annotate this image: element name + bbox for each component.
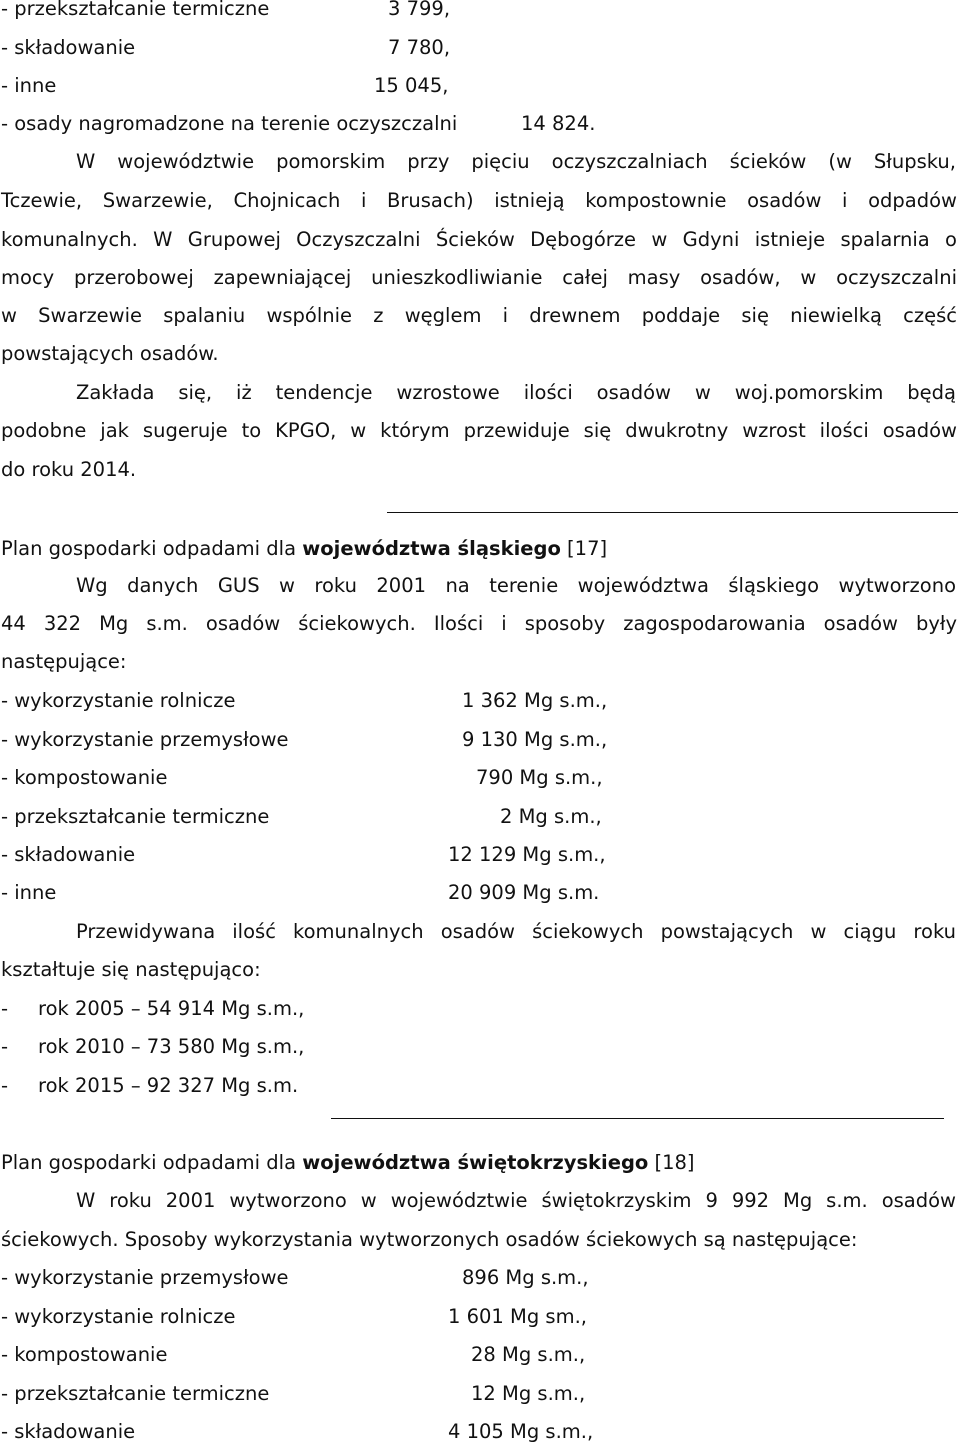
paragraph-line: Wg danych GUS w roku 2001 na terenie województwa śląskiego wytworzono [76,574,956,597]
list-label: - przekształcanie termiczne [1,0,270,20]
forecast-item: rok 2015 – 92 327 Mg s.m. [38,1074,299,1097]
section-heading: Plan gospodarki odpadami dla województwa śląskiego [17] [1,537,608,560]
section-heading: Plan gospodarki odpadami dla województwa świętokrzyskiego [18] [1,1151,695,1174]
forecast-dash: - [1,1035,9,1058]
list-label: - wykorzystanie rolnicze [1,1305,236,1328]
paragraph-line: do roku 2014. [1,458,137,481]
paragraph-line: mocy przerobowej zapewniającej unieszkodliwianie całej masy osadów, w oczyszczalni [1,266,957,289]
forecast-dash: - [1,997,9,1020]
list-value: 790 Mg s.m., [476,766,603,789]
list-label: - inne [1,74,57,97]
list-label: - kompostowanie [1,1343,168,1366]
paragraph-line: podobne jak sugeruje to KPGO, w którym przewiduje się dwukrotny wzrost ilości osadów [1,419,957,442]
list-value: 7 780, [388,36,451,59]
list-value: 9 130 Mg s.m., [462,728,608,751]
paragraph-line: Zakłada się, iż tendencje wzrostowe ilości osadów w woj.pomorskim będą [76,381,956,404]
section-divider [331,1118,944,1119]
paragraph-line: 44 322 Mg s.m. osadów ściekowych. Ilości i sposoby zagospodarowania osadów były [1,612,957,635]
list-value: 12 Mg s.m., [471,1382,586,1405]
forecast-item: rok 2005 – 54 914 Mg s.m., [38,997,305,1020]
list-label: - składowanie [1,843,136,866]
list-value: 896 Mg s.m., [462,1266,589,1289]
list-label: - składowanie [1,1420,136,1443]
list-label: - wykorzystanie rolnicze [1,689,236,712]
list-label: - przekształcanie termiczne [1,1382,270,1405]
list-label: - wykorzystanie przemysłowe [1,728,289,751]
paragraph-line: w Swarzewie spalaniu wspólnie z węglem i drewnem poddaje się niewielką część [1,304,957,327]
list-value: 3 799, [388,0,451,20]
paragraph-line: Tczewie, Swarzewie, Chojnicach i Brusach) istnieją kompostownie osadów i odpadów [1,189,957,212]
paragraph-line: kształtuje się następująco: [1,958,261,981]
list-value: 28 Mg s.m., [471,1343,586,1366]
list-value: 20 909 Mg s.m. [448,881,600,904]
list-value: 12 129 Mg s.m., [448,843,606,866]
list-label: - składowanie [1,36,136,59]
list-label: - wykorzystanie przemysłowe [1,1266,289,1289]
list-label: - kompostowanie [1,766,168,789]
paragraph-line: Przewidywana ilość komunalnych osadów ściekowych powstających w ciągu roku [76,920,956,943]
forecast-dash: - [1,1074,9,1097]
list-label: - osady nagromadzone na terenie oczyszczalni [1,112,458,135]
paragraph-line: komunalnych. W Grupowej Oczyszczalni Ścieków Dębogórze w Gdyni istnieje spalarnia o [1,228,957,251]
list-value: 1 362 Mg s.m., [462,689,608,712]
paragraph-line: następujące: [1,650,127,673]
paragraph-line: ściekowych. Sposoby wykorzystania wytworzonych osadów ściekowych są następujące: [1,1228,858,1251]
section-divider [387,512,958,513]
list-value: 14 824. [521,112,596,135]
list-value: 1 601 Mg sm., [448,1305,587,1328]
paragraph-line: W województwie pomorskim przy pięciu oczyszczalniach ścieków (w Słupsku, [76,150,956,173]
forecast-item: rok 2010 – 73 580 Mg s.m., [38,1035,305,1058]
list-value: 4 105 Mg s.m., [448,1420,594,1443]
list-value: 2 Mg s.m., [500,805,602,828]
list-label: - przekształcanie termiczne [1,805,270,828]
list-label: - inne [1,881,57,904]
list-value: 15 045, [374,74,449,97]
paragraph-line: W roku 2001 wytworzono w województwie świętokrzyskim 9 992 Mg s.m. osadów [76,1189,956,1212]
paragraph-line: powstających osadów. [1,342,219,365]
